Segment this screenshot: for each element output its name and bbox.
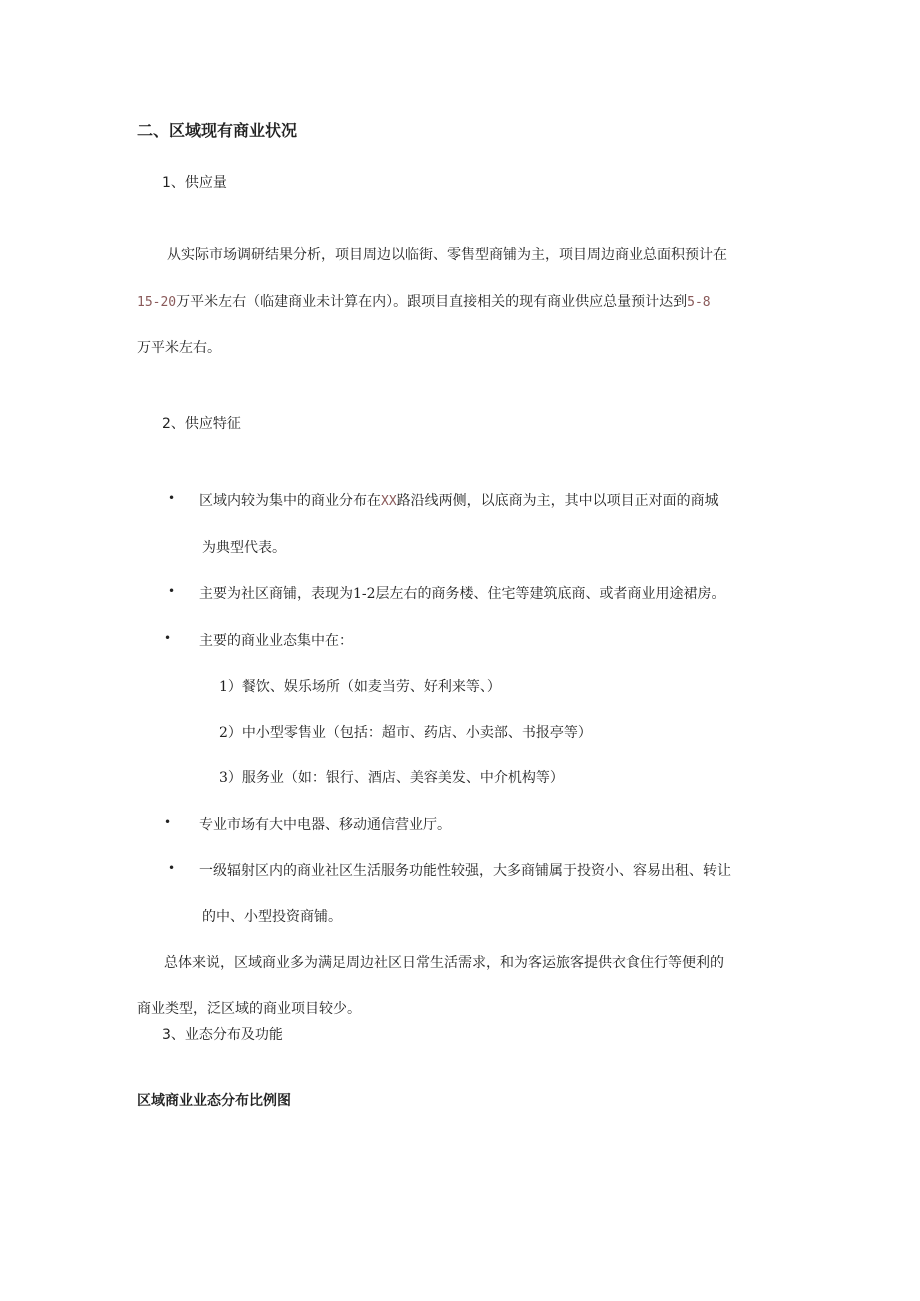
summary-line-2: 商业类型，泛区域的商业项目较少。 — [137, 1001, 361, 1017]
sub-item-3: 3）服务业（如：银行、酒店、美容美发、中介机构等） — [219, 770, 564, 786]
supply-heading: 1、供应量 — [162, 175, 227, 191]
supply-range-direct: 5-8 — [687, 295, 711, 310]
bullet-5-glyph: • — [168, 861, 176, 875]
bullet-3-text: 主要的商业业态集中在： — [199, 633, 353, 649]
bullet-1-glyph: • — [168, 491, 176, 505]
supply-paragraph-line-3: 万平米左右。 — [137, 340, 221, 356]
bullet-1-text — [199, 490, 719, 510]
supply-paragraph-line-2 — [137, 291, 711, 311]
bullet-4-glyph: • — [164, 815, 172, 829]
bullet-3-glyph: • — [164, 631, 172, 645]
summary-line-1: 总体来说，区域商业多为满足周边社区日常生活需求，和为客运旅客提供衣食住行等便利的 — [164, 955, 724, 971]
section-title: 二、区域现有商业状况 — [137, 121, 298, 140]
features-heading: 2、供应特征 — [162, 416, 241, 432]
chart-caption: 区域商业业态分布比例图 — [137, 1093, 291, 1109]
supply-line-2-text: 万平米左右（临建商业未计算在内）。跟项目直接相关的现有商业供应总量预计达到 — [176, 294, 688, 310]
supply-range-total: 15-20 — [137, 295, 177, 310]
bullet-1-pre: 区域内较为集中的商业分布在 — [199, 493, 381, 509]
bullet-4-text: 专业市场有大中电器、移动通信营业厅。 — [199, 817, 451, 833]
bullet-1-continuation: 为典型代表。 — [202, 540, 286, 556]
bullet-2-text: 主要为社区商铺，表现为1-2层左右的商务楼、住宅等建筑底商、或者商业用途裙房。 — [199, 586, 726, 602]
supply-paragraph-line-1: 从实际市场调研结果分析，项目周边以临街、零售型商铺为主，项目周边商业总面积预计在 — [167, 247, 727, 263]
bullet-1-post: 路沿线两侧，以底商为主，其中以项目正对面的商城 — [396, 493, 719, 509]
bullet-5-text: 一级辐射区内的商业社区生活服务功能性较强，大多商铺属于投资小、容易出租、转让 — [199, 863, 731, 879]
bullet-2-glyph: • — [168, 584, 176, 598]
road-placeholder: XX — [381, 494, 397, 509]
distribution-heading: 3、业态分布及功能 — [162, 1027, 283, 1043]
bullet-5-continuation: 的中、小型投资商铺。 — [202, 909, 342, 925]
sub-item-1: 1）餐饮、娱乐场所（如麦当劳、好利来等、） — [219, 679, 501, 695]
sub-item-2: 2）中小型零售业（包括：超市、药店、小卖部、书报亭等） — [219, 725, 592, 741]
